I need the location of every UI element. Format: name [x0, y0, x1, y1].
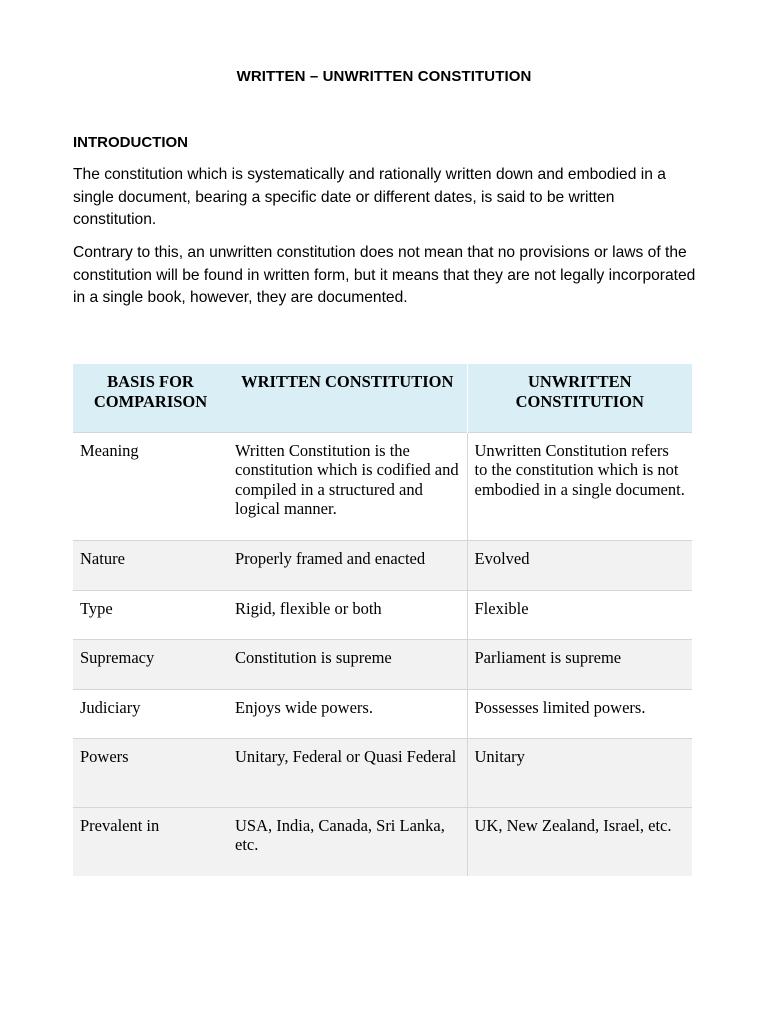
- table-row: [73, 432, 692, 540]
- cell-basis: Judiciary: [73, 689, 228, 738]
- cell-written: Properly framed and enacted: [228, 540, 467, 590]
- cell-unwritten: Evolved: [467, 540, 692, 590]
- cell-written: Rigid, flexible or both: [228, 590, 467, 639]
- cell-basis: Prevalent in: [73, 807, 228, 876]
- header-written-constitution: WRITTEN CONSTITUTION: [228, 364, 467, 432]
- table-row: [73, 689, 692, 738]
- header-basis-for-comparison: BASIS FOR COMPARISON: [73, 364, 228, 432]
- cell-written: Written Constitution is the constitution which is codified and compiled in a structured and logical manner.: [228, 432, 467, 540]
- cell-written: USA, India, Canada, Sri Lanka, etc.: [228, 807, 467, 876]
- cell-basis: Type: [73, 590, 228, 639]
- cell-written: Constitution is supreme: [228, 639, 467, 689]
- page-title: WRITTEN – UNWRITTEN CONSTITUTION: [236, 68, 532, 85]
- comparison-table: [73, 364, 692, 876]
- cell-unwritten: Unitary: [467, 738, 692, 807]
- cell-unwritten: Parliament is supreme: [467, 639, 692, 689]
- cell-written: Enjoys wide powers.: [228, 689, 467, 738]
- intro-paragraph-unwritten: Contrary to this, an unwritten constitution does not mean that no provisions or laws of the constitution will be found in written form, but it means that they are not legally incorporated in a single book, however, they are documented.: [73, 244, 696, 306]
- table-row: [73, 738, 692, 807]
- cell-unwritten: Possesses limited powers.: [467, 689, 692, 738]
- table-row: [73, 807, 692, 876]
- cell-basis: Powers: [73, 738, 228, 807]
- table-row: [73, 540, 692, 590]
- table-row: [73, 590, 692, 639]
- cell-basis: Nature: [73, 540, 228, 590]
- table-row: [73, 639, 692, 689]
- cell-written: Unitary, Federal or Quasi Federal: [228, 738, 467, 807]
- cell-unwritten: Unwritten Constitution refers to the constitution which is not embodied in a single document.: [467, 432, 692, 540]
- cell-basis: Supremacy: [73, 639, 228, 689]
- section-heading-introduction: INTRODUCTION: [73, 134, 188, 151]
- intro-paragraph-written: The constitution which is systematically and rationally written down and embodied in a single document, bearing a specific date or different dates, is said to be written constitution.: [73, 166, 666, 228]
- cell-unwritten: Flexible: [467, 590, 692, 639]
- cell-unwritten: UK, New Zealand, Israel, etc.: [467, 807, 692, 876]
- header-unwritten-constitution: UNWRITTEN CONSTITUTION: [467, 364, 692, 432]
- table-header-row: [73, 364, 692, 432]
- cell-basis: Meaning: [73, 432, 228, 540]
